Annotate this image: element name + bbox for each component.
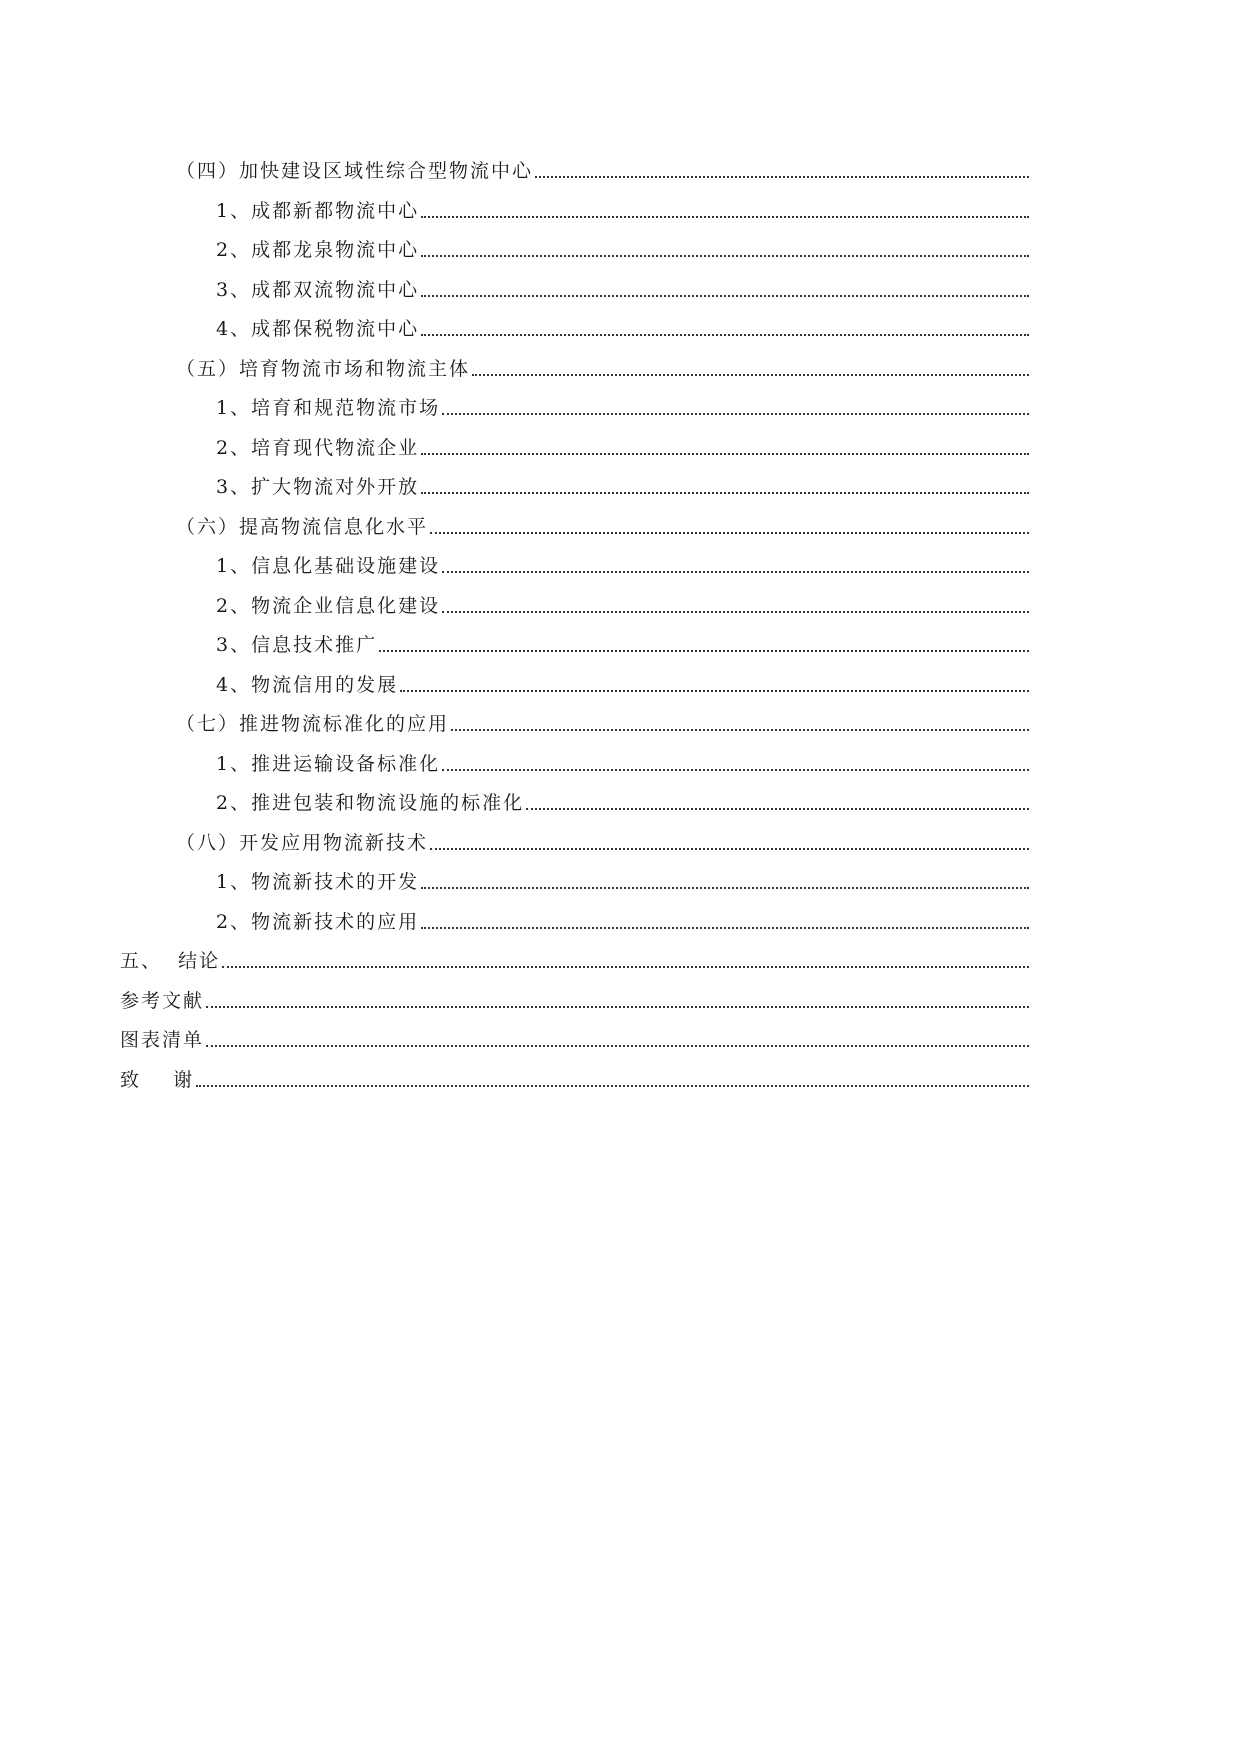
toc-dot-leader	[421, 886, 1029, 889]
toc-dot-leader	[442, 768, 1029, 771]
toc-entry[interactable]	[0, 980, 1241, 1020]
toc-entry[interactable]	[0, 545, 1241, 585]
toc-entry[interactable]	[0, 664, 1241, 704]
toc-entry-label: 2、成都龙泉物流中心	[216, 235, 421, 262]
toc-entry[interactable]	[0, 743, 1241, 783]
toc-entry[interactable]	[0, 624, 1241, 664]
toc-entry[interactable]	[0, 466, 1241, 506]
toc-entry-label: 2、物流新技术的应用	[216, 907, 421, 934]
toc-entry-label: 1、成都新都物流中心	[216, 196, 421, 223]
toc-entry-label: （八）开发应用物流新技术	[176, 828, 430, 855]
toc-entry-label: 1、物流新技术的开发	[216, 867, 421, 894]
toc-entry-label: 2、培育现代物流企业	[216, 433, 421, 460]
toc-entry-label: 致 谢	[120, 1065, 196, 1092]
toc-dot-leader	[421, 254, 1029, 257]
toc-dot-leader	[421, 294, 1029, 297]
toc-entry-label: 五、 结论	[120, 946, 222, 973]
toc-dot-leader	[421, 926, 1029, 929]
toc-entry[interactable]	[0, 901, 1241, 941]
toc-entry-label: （四）加快建设区域性综合型物流中心	[176, 156, 535, 183]
toc-dot-leader	[222, 965, 1029, 968]
toc-entry[interactable]	[0, 427, 1241, 467]
toc-dot-leader	[196, 1084, 1029, 1087]
toc-dot-leader	[430, 847, 1029, 850]
toc-dot-leader	[526, 807, 1029, 810]
table-of-contents	[0, 150, 1241, 1098]
toc-entry-label: 2、物流企业信息化建设	[216, 591, 442, 618]
toc-entry-label: 4、物流信用的发展	[216, 670, 400, 697]
toc-dot-leader	[421, 333, 1029, 336]
toc-dot-leader	[442, 412, 1029, 415]
toc-dot-leader	[430, 531, 1029, 534]
toc-dot-leader	[472, 373, 1029, 376]
toc-entry[interactable]	[0, 585, 1241, 625]
toc-entry-label: 1、培育和规范物流市场	[216, 393, 442, 420]
toc-entry[interactable]	[0, 150, 1241, 190]
toc-entry-label: 1、推进运输设备标准化	[216, 749, 442, 776]
toc-dot-leader	[421, 491, 1029, 494]
toc-entry[interactable]	[0, 506, 1241, 546]
toc-entry[interactable]	[0, 348, 1241, 388]
toc-dot-leader	[535, 175, 1029, 178]
toc-entry-label: 3、信息技术推广	[216, 630, 379, 657]
toc-entry-label: 3、成都双流物流中心	[216, 275, 421, 302]
toc-entry[interactable]	[0, 703, 1241, 743]
toc-dot-leader	[379, 649, 1029, 652]
toc-dot-leader	[400, 689, 1029, 692]
toc-entry[interactable]	[0, 782, 1241, 822]
toc-entry-label: 3、扩大物流对外开放	[216, 472, 421, 499]
toc-entry[interactable]	[0, 308, 1241, 348]
toc-entry-label: 图表清单	[120, 1025, 206, 1052]
toc-dot-leader	[451, 728, 1029, 731]
toc-dot-leader	[421, 452, 1029, 455]
toc-dot-leader	[421, 215, 1029, 218]
toc-entry[interactable]	[0, 269, 1241, 309]
toc-entry-label: 4、成都保税物流中心	[216, 314, 421, 341]
toc-entry-label: 参考文献	[120, 986, 206, 1013]
toc-entry[interactable]	[0, 822, 1241, 862]
toc-entry-label: 2、推进包装和物流设施的标准化	[216, 788, 526, 815]
toc-entry-label: 1、信息化基础设施建设	[216, 551, 442, 578]
toc-dot-leader	[442, 610, 1029, 613]
toc-entry[interactable]	[0, 1059, 1241, 1099]
toc-entry[interactable]	[0, 190, 1241, 230]
toc-entry[interactable]	[0, 940, 1241, 980]
toc-entry-label: （七）推进物流标准化的应用	[176, 709, 451, 736]
toc-dot-leader	[206, 1005, 1029, 1008]
toc-dot-leader	[442, 570, 1029, 573]
toc-entry[interactable]	[0, 1019, 1241, 1059]
toc-entry[interactable]	[0, 861, 1241, 901]
toc-entry-label: （五）培育物流市场和物流主体	[176, 354, 472, 381]
toc-entry[interactable]	[0, 229, 1241, 269]
toc-entry-label: （六）提高物流信息化水平	[176, 512, 430, 539]
toc-dot-leader	[206, 1044, 1029, 1047]
toc-entry[interactable]	[0, 387, 1241, 427]
